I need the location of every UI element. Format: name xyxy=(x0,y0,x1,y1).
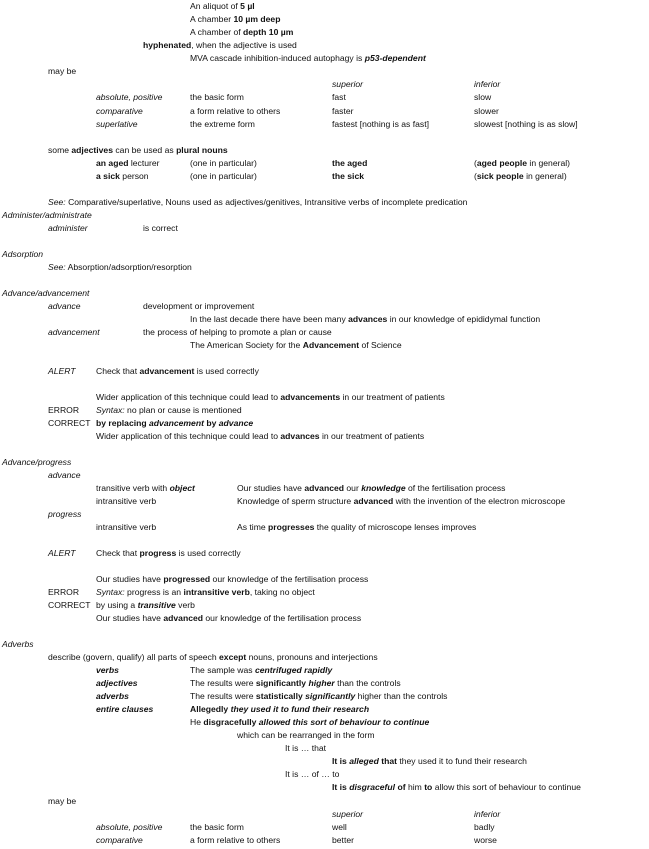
see-also: See: Comparative/superlative, Nouns used as adjectives/genitives, Intransitive verbs of incomplete predication xyxy=(48,197,468,207)
term: administer xyxy=(48,223,88,233)
right-example: Our studies have advanced our knowledge of the fertilisation process xyxy=(96,613,362,623)
form-inferior: badly xyxy=(474,822,495,832)
example-chamber-deep: A chamber 10 µm deep xyxy=(190,14,281,24)
form-pattern: It is … that xyxy=(285,743,327,753)
alert-label: ALERT xyxy=(48,548,76,558)
form-label: superlative xyxy=(96,119,138,129)
rule-hyphenated: hyphenated, when the adjective is used xyxy=(143,40,297,50)
term-definition: the process of helping to promote a plan or cause xyxy=(143,327,332,337)
usage-example: In the last decade there have been many advances in our knowledge of epididymal function xyxy=(190,314,541,324)
form-label: comparative xyxy=(96,835,143,845)
may-be-label: may be xyxy=(48,796,77,806)
plural-note: (one in particular) xyxy=(190,158,257,168)
header-inferior: inferior xyxy=(474,79,501,89)
example-aliquot: An aliquot of 5 µl xyxy=(190,1,255,11)
form-desc: a form relative to others xyxy=(190,835,281,845)
form-superior: fastest [nothing is as fast] xyxy=(332,119,429,129)
form-label: absolute, positive xyxy=(96,92,163,102)
adverb-category: adverbs xyxy=(96,691,129,701)
entry-heading: Advance/progress xyxy=(2,457,72,467)
plural-general: (aged people in general) xyxy=(474,158,571,168)
plural-noun: the aged xyxy=(332,158,368,168)
wrong-example: Our studies have progressed our knowledge of the fertilisation process xyxy=(96,574,369,584)
form-desc: a form relative to others xyxy=(190,106,281,116)
error-text: Syntax: no plan or cause is mentioned xyxy=(96,405,242,415)
form-label: absolute, positive xyxy=(96,822,163,832)
adverbs-intro: describe (govern, qualify) all parts of speech except nouns, pronouns and interjections xyxy=(48,652,378,662)
error-text: Syntax: progress is an intransitive verb, taking no object xyxy=(96,587,315,597)
form-label: comparative xyxy=(96,106,143,116)
form-superior: better xyxy=(332,835,354,845)
form-desc: the basic form xyxy=(190,92,244,102)
adverb-category: verbs xyxy=(96,665,119,675)
wrong-example: Wider application of this technique could lead to advancements in our treatment of patients xyxy=(96,392,445,402)
usage-example: As time progresses the quality of microscope lenses improves xyxy=(237,522,477,532)
term: advance xyxy=(48,301,81,311)
header-superior: superior xyxy=(332,809,364,819)
verb-type: intransitive verb xyxy=(96,522,157,532)
form-inferior: slow xyxy=(474,92,492,102)
alert-text: Check that advancement is used correctly xyxy=(96,366,259,376)
plural-noun: the sick xyxy=(332,171,365,181)
usage-example: Our studies have advanced our knowledge of the fertilisation process xyxy=(237,483,506,493)
term-note: is correct xyxy=(143,223,178,233)
verb-type: transitive verb with object xyxy=(96,483,195,493)
example-chamber-depth: A chamber of depth 10 µm xyxy=(190,27,294,37)
rearranged-note: which can be rearranged in the form xyxy=(237,730,375,740)
plural-general: (sick people in general) xyxy=(474,171,567,181)
alert-text: Check that progress is used correctly xyxy=(96,548,241,558)
error-label: ERROR xyxy=(48,587,80,597)
form-superior: well xyxy=(332,822,347,832)
verb-type: intransitive verb xyxy=(96,496,157,506)
see-also: See: Absorption/adsorption/resorption xyxy=(48,262,192,272)
usage-example: Knowledge of sperm structure advanced with the invention of the electron microscope xyxy=(237,496,566,506)
plural-note: (one in particular) xyxy=(190,171,257,181)
correct-label: CORRECT xyxy=(48,418,91,428)
form-inferior: worse xyxy=(474,835,497,845)
right-example: Wider application of this technique could lead to advances in our treatment of patients xyxy=(96,431,425,441)
correct-text: by replacing advancement by advance xyxy=(96,418,254,428)
form-inferior: slowest [nothing is as slow] xyxy=(474,119,578,129)
error-label: ERROR xyxy=(48,405,80,415)
usage-example: The results were statistically significantly higher than the controls xyxy=(190,691,448,701)
usage-example: The American Society for the Advancement of Science xyxy=(190,340,402,350)
form-superior: fast xyxy=(332,92,346,102)
plural-example: an aged lecturer xyxy=(96,158,160,168)
header-inferior: inferior xyxy=(474,809,501,819)
plural-nouns-intro: some adjectives can be used as plural nouns xyxy=(48,145,228,155)
term: progress xyxy=(48,509,82,519)
example-mva: MVA cascade inhibition-induced autophagy is p53-dependent xyxy=(190,53,426,63)
correct-text: by using a transitive verb xyxy=(96,600,195,610)
form-pattern: It is … of … to xyxy=(285,769,340,779)
term-definition: development or improvement xyxy=(143,301,255,311)
form-inferior: slower xyxy=(474,106,499,116)
header-superior: superior xyxy=(332,79,364,89)
entry-heading: Adverbs xyxy=(2,639,34,649)
usage-example: The sample was centrifuged rapidly xyxy=(190,665,333,675)
may-be-label: may be xyxy=(48,66,77,76)
usage-example: It is disgraceful of him to allow this sort of behaviour to continue xyxy=(332,782,581,792)
entry-heading: Administer/administrate xyxy=(2,210,92,220)
plural-example: a sick person xyxy=(96,171,149,181)
term: advancement xyxy=(48,327,100,337)
usage-example: He disgracefully allowed this sort of behaviour to continue xyxy=(190,717,430,727)
alert-label: ALERT xyxy=(48,366,76,376)
correct-label: CORRECT xyxy=(48,600,91,610)
usage-example: Allegedly they used it to fund their research xyxy=(190,704,370,714)
adverb-category: adjectives xyxy=(96,678,138,688)
form-desc: the basic form xyxy=(190,822,244,832)
usage-example: It is alleged that they used it to fund their research xyxy=(332,756,527,766)
usage-example: The results were significantly higher than the controls xyxy=(190,678,401,688)
entry-heading: Advance/advancement xyxy=(2,288,90,298)
adverb-category: entire clauses xyxy=(96,704,154,714)
entry-heading: Adsorption xyxy=(2,249,44,259)
term: advance xyxy=(48,470,81,480)
form-superior: faster xyxy=(332,106,354,116)
form-desc: the extreme form xyxy=(190,119,255,129)
